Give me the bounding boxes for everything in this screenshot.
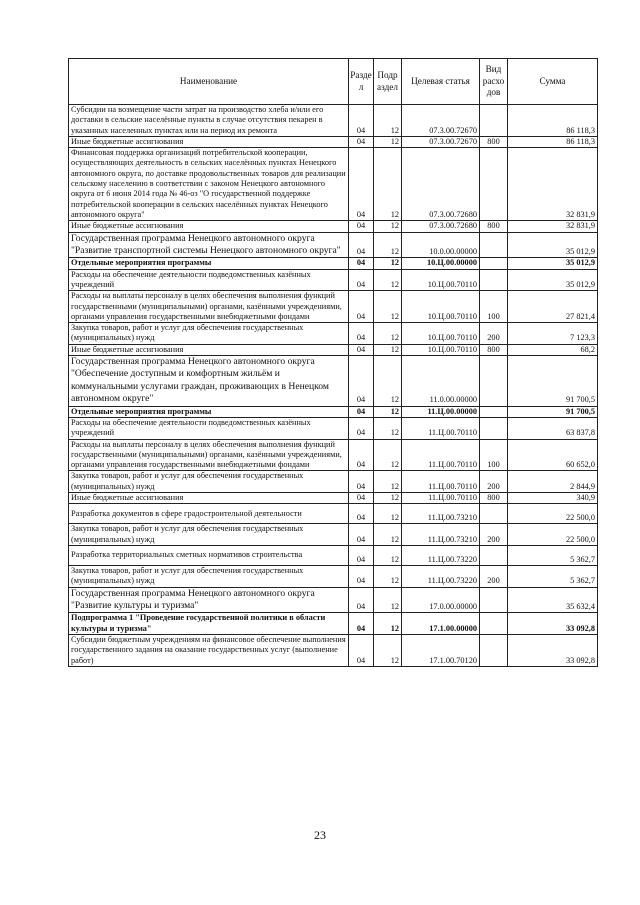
cell-summa: 86 118,3 (508, 105, 598, 137)
table-row (69, 565, 598, 587)
table-row (69, 504, 598, 524)
cell-vid (480, 634, 508, 666)
page-number: 23 (314, 828, 326, 842)
cell-razdel: 04 (349, 344, 374, 355)
cell-razdel: 04 (349, 291, 374, 323)
cell-summa: 27 821,4 (508, 291, 598, 323)
cell-razdel: 04 (349, 136, 374, 147)
cell-razdel: 04 (349, 587, 374, 613)
cell-podrazdel: 12 (374, 323, 402, 345)
cell-celevaya: 11.Ц.00.00000 (402, 406, 480, 417)
table-row (69, 232, 598, 258)
cell-podrazdel: 12 (374, 439, 402, 471)
cell-razdel: 04 (349, 221, 374, 232)
table-row (69, 136, 598, 147)
table-row (69, 417, 598, 439)
cell-podrazdel: 12 (374, 291, 402, 323)
cell-name: Финансовая поддержка организаций потребительской кооперации, осуществляющих деятельность в сельских населённых пунктах Ненецкого автономного округа, по доставке продовольственных товаров для реализации сельскому населению в соответствии с законом Ненецкого автономного округа от 6 июня 2014 года № 46-оз "О государственной поддержке потребительской кооперации в сельских населённых пунктах Ненецкого автономного округа" (69, 148, 349, 221)
cell-celevaya: 11.Ц.00.70110 (402, 439, 480, 471)
cell-podrazdel: 12 (374, 105, 402, 137)
cell-celevaya: 10.Ц.00.70110 (402, 323, 480, 345)
cell-vid (480, 545, 508, 565)
cell-summa: 32 831,9 (508, 148, 598, 221)
cell-celevaya: 17.1.00.70120 (402, 634, 480, 666)
cell-razdel: 04 (349, 504, 374, 524)
cell-celevaya: 07.3.00.72670 (402, 105, 480, 137)
cell-podrazdel: 12 (374, 524, 402, 546)
cell-razdel: 04 (349, 471, 374, 493)
cell-vid (480, 232, 508, 258)
cell-summa: 5 362,7 (508, 545, 598, 565)
cell-celevaya: 07.3.00.72680 (402, 148, 480, 221)
cell-name: Государственная программа Ненецкого автономного округа "Развитие культуры и туризма" (69, 587, 349, 613)
cell-name: Государственная программа Ненецкого автономного округа "Развитие транспортной системы Ненецкого автономного округа" (69, 232, 349, 258)
table-body (69, 105, 598, 667)
cell-podrazdel: 12 (374, 471, 402, 493)
cell-vid: 800 (480, 136, 508, 147)
table-row (69, 344, 598, 355)
cell-podrazdel: 12 (374, 232, 402, 258)
cell-name: Отдельные мероприятия программы (69, 406, 349, 417)
cell-name: Закупка товаров, работ и услуг для обеспечения государственных (муниципальных) нужд (69, 524, 349, 546)
cell-summa: 33 092,8 (508, 634, 598, 666)
cell-podrazdel: 12 (374, 356, 402, 407)
cell-razdel: 04 (349, 356, 374, 407)
cell-podrazdel: 12 (374, 545, 402, 565)
cell-razdel: 04 (349, 565, 374, 587)
header-celevaya: Целевая статья (402, 59, 480, 105)
cell-razdel: 04 (349, 105, 374, 137)
cell-podrazdel: 12 (374, 258, 402, 269)
cell-razdel: 04 (349, 323, 374, 345)
header-name: Наименование (69, 59, 349, 105)
cell-podrazdel: 12 (374, 634, 402, 666)
table-row (69, 493, 598, 504)
cell-name: Расходы на обеспечение деятельности подведомственных казённых учреждений (69, 417, 349, 439)
cell-celevaya: 07.3.00.72670 (402, 136, 480, 147)
cell-podrazdel: 12 (374, 344, 402, 355)
cell-razdel: 04 (349, 439, 374, 471)
cell-name: Разработка документов в сфере градостроительной деятельности (69, 504, 349, 524)
table-row (69, 291, 598, 323)
cell-summa: 32 831,9 (508, 221, 598, 232)
cell-vid: 200 (480, 471, 508, 493)
table-row (69, 524, 598, 546)
cell-celevaya: 17.1.00.00000 (402, 613, 480, 635)
cell-name: Расходы на обеспечение деятельности подведомственных казённых учреждений (69, 269, 349, 291)
cell-podrazdel: 12 (374, 565, 402, 587)
cell-razdel: 04 (349, 148, 374, 221)
cell-summa: 35 632,4 (508, 587, 598, 613)
cell-celevaya: 10.Ц.00.70110 (402, 269, 480, 291)
cell-summa: 340,9 (508, 493, 598, 504)
table-row (69, 105, 598, 137)
table-row (69, 258, 598, 269)
cell-celevaya: 11.0.00.00000 (402, 356, 480, 407)
cell-summa: 63 837,8 (508, 417, 598, 439)
cell-podrazdel: 12 (374, 493, 402, 504)
cell-vid (480, 258, 508, 269)
cell-name: Отдельные мероприятия программы (69, 258, 349, 269)
cell-razdel: 04 (349, 613, 374, 635)
table-row (69, 221, 598, 232)
cell-name: Расходы на выплаты персоналу в целях обеспечения выполнения функций государственными (муниципальными) органами, казёнными учреждениями, органами управления государственными внебюджетными фондами (69, 439, 349, 471)
cell-name: Подпрограмма 1 "Проведение государственной политики в области культуры и туризма" (69, 613, 349, 635)
table-row (69, 406, 598, 417)
cell-podrazdel: 12 (374, 406, 402, 417)
cell-celevaya: 11.Ц.00.73220 (402, 545, 480, 565)
table-row (69, 613, 598, 635)
table-row (69, 356, 598, 407)
cell-summa: 22 500,0 (508, 524, 598, 546)
table-row (69, 587, 598, 613)
cell-vid (480, 613, 508, 635)
cell-celevaya: 11.Ц.00.73210 (402, 524, 480, 546)
cell-celevaya: 10.Ц.00.00000 (402, 258, 480, 269)
cell-razdel: 04 (349, 258, 374, 269)
cell-summa: 60 652,0 (508, 439, 598, 471)
cell-summa: 35 012,9 (508, 258, 598, 269)
cell-razdel: 04 (349, 493, 374, 504)
cell-summa: 22 500,0 (508, 504, 598, 524)
cell-podrazdel: 12 (374, 587, 402, 613)
cell-celevaya: 10.0.00.00000 (402, 232, 480, 258)
header-razdel: Разде л (349, 59, 374, 105)
cell-razdel: 04 (349, 406, 374, 417)
cell-name: Иные бюджетные ассигнования (69, 136, 349, 147)
cell-celevaya: 11.Ц.00.70110 (402, 471, 480, 493)
table-row (69, 269, 598, 291)
cell-vid (480, 587, 508, 613)
cell-name: Иные бюджетные ассигнования (69, 344, 349, 355)
cell-vid (480, 504, 508, 524)
cell-celevaya: 11.Ц.00.70110 (402, 493, 480, 504)
table-row (69, 323, 598, 345)
cell-celevaya: 11.Ц.00.70110 (402, 417, 480, 439)
cell-razdel: 04 (349, 269, 374, 291)
cell-vid: 100 (480, 291, 508, 323)
cell-vid (480, 417, 508, 439)
cell-podrazdel: 12 (374, 417, 402, 439)
cell-celevaya: 11.Ц.00.73220 (402, 565, 480, 587)
cell-summa: 91 700,5 (508, 356, 598, 407)
cell-razdel: 04 (349, 232, 374, 258)
cell-celevaya: 07.3.00.72680 (402, 221, 480, 232)
cell-name: Иные бюджетные ассигнования (69, 493, 349, 504)
cell-vid: 800 (480, 493, 508, 504)
cell-razdel: 04 (349, 524, 374, 546)
cell-podrazdel: 12 (374, 136, 402, 147)
cell-podrazdel: 12 (374, 148, 402, 221)
cell-vid (480, 269, 508, 291)
table-row (69, 545, 598, 565)
table-header-row (69, 59, 598, 105)
cell-name: Закупка товаров, работ и услуг для обеспечения государственных (муниципальных) нужд (69, 471, 349, 493)
cell-podrazdel: 12 (374, 613, 402, 635)
cell-razdel: 04 (349, 417, 374, 439)
cell-vid: 200 (480, 524, 508, 546)
table-row (69, 148, 598, 221)
cell-celevaya: 10.Ц.00.70110 (402, 291, 480, 323)
cell-vid (480, 356, 508, 407)
cell-celevaya: 11.Ц.00.73210 (402, 504, 480, 524)
cell-summa: 35 012,9 (508, 269, 598, 291)
header-podrazdel: Подр аздел (374, 59, 402, 105)
header-summa: Сумма (508, 59, 598, 105)
cell-celevaya: 17.0.00.00000 (402, 587, 480, 613)
cell-vid (480, 105, 508, 137)
cell-vid: 800 (480, 221, 508, 232)
cell-summa: 5 362,7 (508, 565, 598, 587)
cell-podrazdel: 12 (374, 269, 402, 291)
cell-summa: 33 092,8 (508, 613, 598, 635)
cell-summa: 35 012,9 (508, 232, 598, 258)
cell-name: Расходы на выплаты персоналу в целях обеспечения выполнения функций государственными (муниципальными) органами, казёнными учреждениями, органами управления государственными внебюджетными фондами (69, 291, 349, 323)
table-row (69, 439, 598, 471)
cell-celevaya: 10.Ц.00.70110 (402, 344, 480, 355)
cell-vid (480, 148, 508, 221)
cell-name: Государственная программа Ненецкого автономного округа "Обеспечение доступным и комфортным жильём и коммунальными услугами граждан, проживающих в Ненецком автономном округе" (69, 356, 349, 407)
cell-name: Закупка товаров, работ и услуг для обеспечения государственных (муниципальных) нужд (69, 323, 349, 345)
cell-razdel: 04 (349, 634, 374, 666)
cell-summa: 68,2 (508, 344, 598, 355)
cell-name: Закупка товаров, работ и услуг для обеспечения государственных (муниципальных) нужд (69, 565, 349, 587)
cell-vid: 100 (480, 439, 508, 471)
table-row (69, 471, 598, 493)
cell-vid: 800 (480, 344, 508, 355)
cell-name: Субсидии на возмещение части затрат на производство хлеба и/или его доставки в сельские населённые пункты в случае отсутствия пекарен в указанных населенных пунктах или на период их ремонта (69, 105, 349, 137)
cell-summa: 86 118,3 (508, 136, 598, 147)
cell-name: Субсидии бюджетным учреждениям на финансовое обеспечение выполнения государственного задания на оказание государственных услуг (выполнение работ) (69, 634, 349, 666)
budget-table (68, 58, 598, 667)
cell-vid: 200 (480, 565, 508, 587)
cell-podrazdel: 12 (374, 221, 402, 232)
cell-podrazdel: 12 (374, 504, 402, 524)
header-vid: Вид расхо дов (480, 59, 508, 105)
cell-vid (480, 406, 508, 417)
cell-razdel: 04 (349, 545, 374, 565)
table-row (69, 634, 598, 666)
cell-name: Иные бюджетные ассигнования (69, 221, 349, 232)
cell-name: Разработка территориальных сметных нормативов строительства (69, 545, 349, 565)
cell-summa: 91 700,5 (508, 406, 598, 417)
cell-vid: 200 (480, 323, 508, 345)
cell-summa: 2 844,9 (508, 471, 598, 493)
cell-summa: 7 123,3 (508, 323, 598, 345)
